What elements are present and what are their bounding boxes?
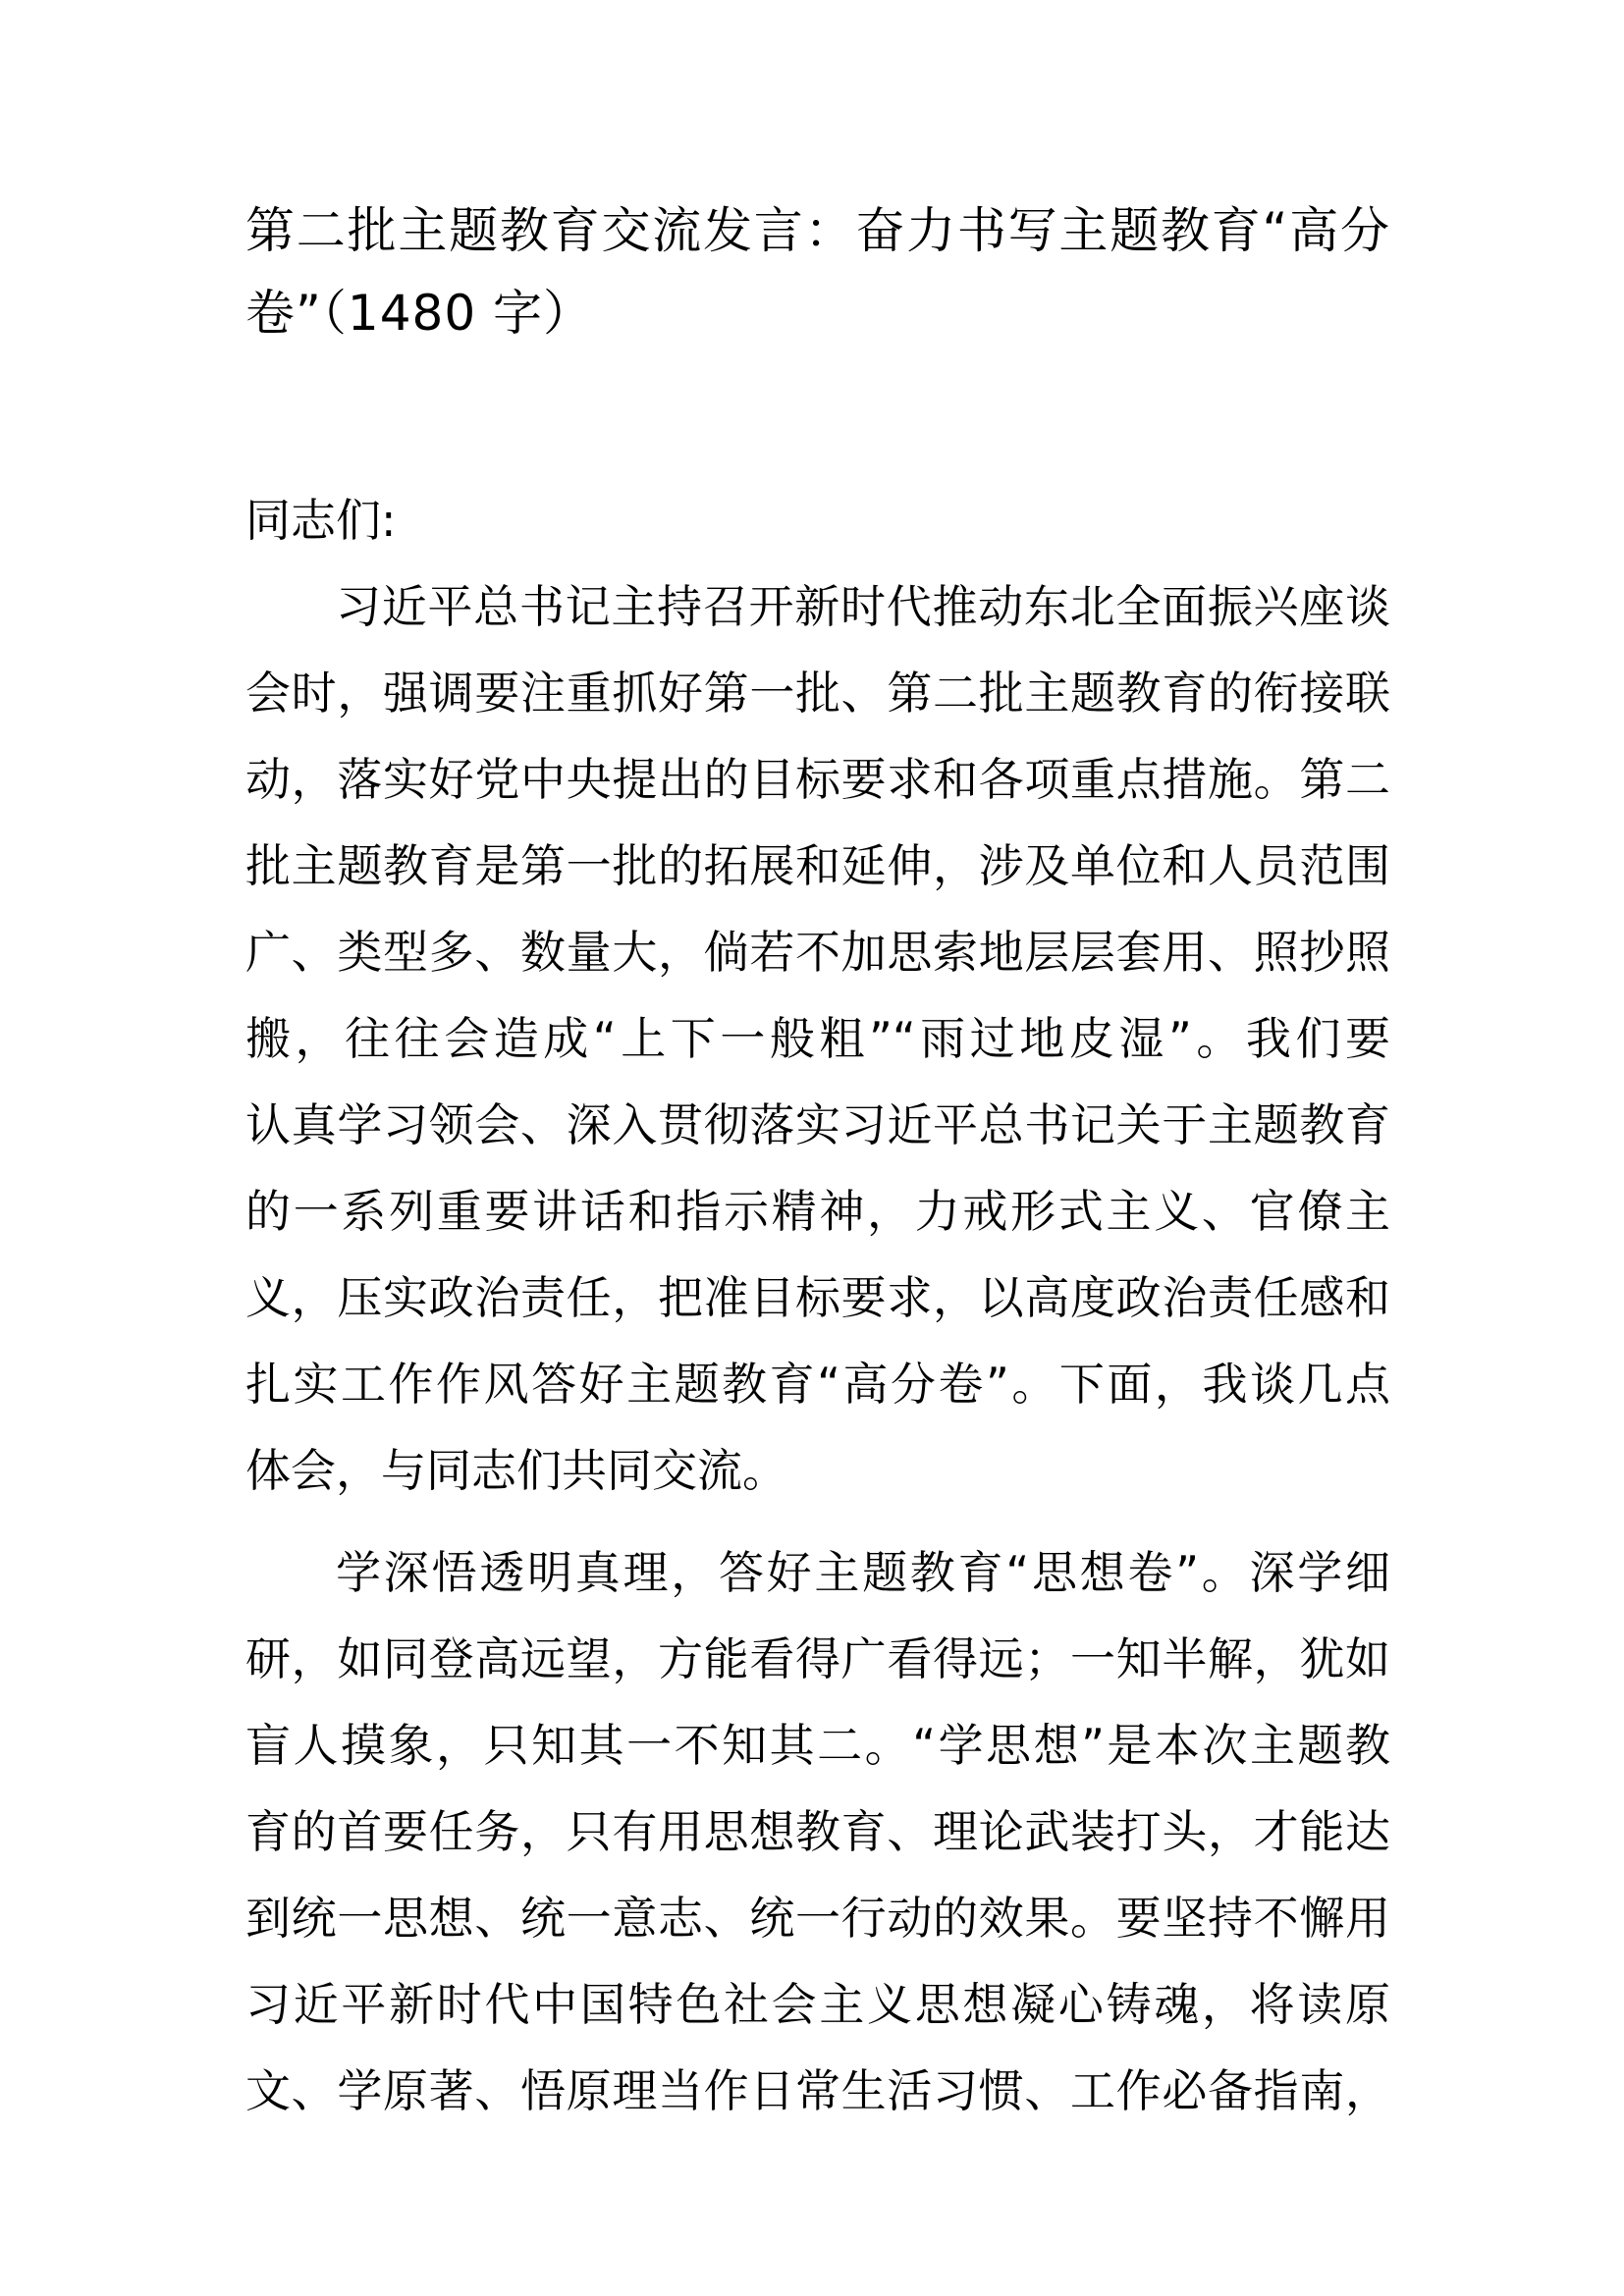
paragraph-line: 的一系列重要讲话和指示精神，力戒形式主义、官僚主 <box>245 1185 1390 1238</box>
paragraph-line: 育的首要任务，只有用思想教育、理论武装打头，才能达 <box>245 1805 1390 1858</box>
paragraph-line: 学深悟透明真理，答好主题教育“思想卷”。深学细 <box>336 1546 1390 1599</box>
body-text <box>245 577 1390 2148</box>
paragraph-line: 会时，强调要注重抓好第一批、第二批主题教育的衔接联 <box>245 667 1390 720</box>
paragraph-line: 习近平新时代中国特色社会主义思想凝心铸魂，将读原 <box>245 1978 1390 2031</box>
paragraph-line: 到统一思想、统一意志、统一行动的效果。要坚持不懈用 <box>245 1892 1390 1945</box>
paragraph-line: 体会，与同志们共同交流。 <box>245 1444 787 1497</box>
document-title-line-1: 第二批主题教育交流发言：奋力书写主题教育“高分 <box>245 202 1390 259</box>
document-page <box>245 201 1390 2117</box>
paragraph-line: 批主题教育是第一批的拓展和延伸，涉及单位和人员范围 <box>245 839 1390 892</box>
paragraph-line: 动，落实好党中央提出的目标要求和各项重点措施。第二 <box>245 753 1390 806</box>
paragraph-line: 习近平总书记主持召开新时代推动东北全面振兴座谈 <box>336 580 1390 633</box>
paragraph-line: 搬，往往会造成“上下一般粗”“雨过地皮湿”。我们要 <box>245 1012 1390 1065</box>
document-title-line-2: 卷”（1480 字） <box>245 285 594 342</box>
paragraph-line: 扎实工作作风答好主题教育“高分卷”。下面，我谈几点 <box>245 1358 1390 1411</box>
greeting: 同志们: <box>245 494 397 547</box>
paragraph-line: 义，压实政治责任，把准目标要求，以高度政治责任感和 <box>245 1271 1390 1324</box>
paragraph-line: 盲人摸象，只知其一不知其二。“学思想”是本次主题教 <box>245 1719 1390 1772</box>
paragraph-line: 广、类型多、数量大，倘若不加思索地层层套用、照抄照 <box>245 926 1390 979</box>
paragraph-line: 研，如同登高远望，方能看得广看得远；一知半解，犹如 <box>245 1632 1390 1685</box>
paragraph-line: 认真学习领会、深入贯彻落实习近平总书记关于主题教育 <box>245 1098 1390 1151</box>
paragraph-line: 文、学原著、悟原理当作日常生活习惯、工作必备指南， <box>245 2064 1390 2117</box>
